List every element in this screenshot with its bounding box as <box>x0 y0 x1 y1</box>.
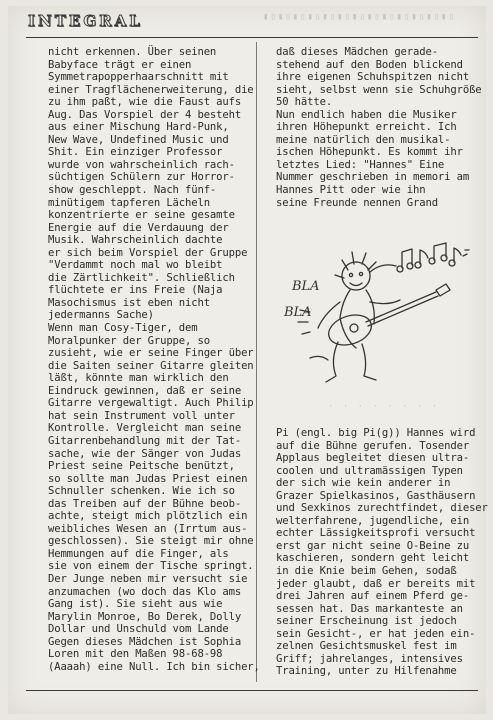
text-line: Schnuller schenken. Wie ich so <box>48 485 235 498</box>
right-text-column-bottom <box>276 427 488 678</box>
handwriting-bla-2: BLA <box>284 305 312 320</box>
text-line: Masochismus ist eben nicht <box>48 296 210 309</box>
text-line: meine natürlich den musikal- <box>276 133 451 146</box>
text-line: seine Freunde nennen Grand <box>276 196 438 209</box>
text-line: Nun endlich haben die Musiker <box>276 108 457 121</box>
text-line: letztes Lied: "Hannes" Eine <box>276 158 445 171</box>
text-line: einer Tragflächenerweiterung, die <box>48 83 254 96</box>
text-line: Der Junge neben mir versucht sie <box>48 572 248 585</box>
text-line: Eindruck gewinnen, daß er seine <box>48 384 242 397</box>
text-line: Loren mit den Maßen 98-68-98 <box>48 648 223 661</box>
text-line: "Verdammt noch mal wo bleibt <box>48 259 223 272</box>
text-line: Gegen dieses Mädchen ist Sophia <box>48 635 242 648</box>
text-line: Grazer Spielkasinos, Gasthäusern <box>276 489 476 502</box>
handwriting-bla-1: BLA <box>292 279 320 294</box>
text-line: ihren Höhepunkt erreicht. Ich <box>276 121 457 134</box>
text-line: ihre eigenen Schuhspitzen nicht <box>276 71 470 84</box>
text-line: anzumachen (wo doch das Klo ams <box>48 585 242 598</box>
magazine-page <box>8 6 486 714</box>
text-line: ischen Höhepunkt. Es kommt ihr <box>276 146 463 159</box>
text-line: sessen hat. Das markanteste an <box>276 602 463 615</box>
text-line: sein Gesicht-, er hat jeden ein- <box>276 627 476 640</box>
text-line: aus einer Mischung Hard-Punk, <box>48 121 229 134</box>
masthead-title: INTEGRAL <box>28 12 143 30</box>
text-line: Aug. Das Vorspiel der 4 besteht <box>48 108 242 121</box>
text-line: geschlossen). Sie steigt mir ohne <box>48 535 254 548</box>
text-line: Priest seine Peitsche benützt, <box>48 460 235 473</box>
bleed-through-heading: · · · · · · · · <box>328 402 440 412</box>
text-line: zu ihm paßt, wie die Faust aufs <box>48 96 242 109</box>
text-line: Marylin Monroe, Bo Derek, Dolly <box>48 610 242 623</box>
text-line: zusieht, wie er seine Finger über <box>48 347 254 360</box>
text-line: Pi (engl. big Pi(g)) Hannes wird <box>276 427 476 439</box>
text-line: Symmetrapopperhaarschnitt mit <box>48 71 229 84</box>
text-line: welterfahrene, jugendliche, ein <box>276 514 470 527</box>
text-line: daß dieses Mädchen gerade- <box>276 46 438 58</box>
text-line: weibliches Wesen an (Irrtum aus- <box>48 522 248 535</box>
text-line: Energie auf die Verdauung der <box>48 221 229 234</box>
page-header <box>18 12 482 34</box>
text-line: drei Jahren auf einem Pferd ge- <box>276 590 470 603</box>
text-line: Moralpunker der Gruppe, so <box>48 334 210 347</box>
text-line: Training, unter zu Hilfenahme <box>276 665 457 678</box>
text-line: süchtigen Schülern zur Horror- <box>48 171 235 184</box>
text-line: Babyface trägt er einen <box>48 58 192 71</box>
text-line: Shit. Ein einziger Professor <box>48 146 223 159</box>
text-line: läßt, könnte man wirklich den <box>48 372 229 385</box>
text-line: sieht, selbst wenn sie Schuhgröße <box>276 83 482 96</box>
text-line: Gitarrenbehandlung mit der Tat- <box>48 434 242 447</box>
text-line: Griff; jahrelanges, intensives <box>276 652 463 665</box>
text-line: jeder glaubt, daß er bereits mit <box>276 577 476 590</box>
text-line: der sich wie kein anderer in <box>276 477 451 490</box>
right-text-column-top <box>276 46 488 209</box>
text-line: konzentrierte er seine gesamte <box>48 209 235 222</box>
text-line: flüchtete er ins Freie (Naja <box>48 284 223 297</box>
text-line: New Wave, Undefined Music und <box>48 133 229 146</box>
left-text-column <box>48 46 260 673</box>
text-line: achte, steigt mich plötzlich ein <box>48 510 248 523</box>
text-line: show geschleppt. Nach fünf- <box>48 184 217 197</box>
text-line: die Zärtlichkeit". Schließlich <box>48 271 235 284</box>
text-line: Kontrolle. Vergleicht man seine <box>48 422 242 435</box>
text-line: jedermanns Sache) <box>48 309 154 322</box>
header-rule <box>26 37 478 38</box>
text-line: die Saiten seiner Gitarre gleiten <box>48 359 254 372</box>
text-line: kaschieren, sondern geht leicht <box>276 552 470 565</box>
footer-rule <box>26 690 478 691</box>
text-line: in die Knie beim Gehen, sodaß <box>276 565 457 578</box>
text-line: sache, wie der Sänger von Judas <box>48 447 242 460</box>
text-line: Gang ist). Sie sieht aus wie <box>48 598 223 611</box>
text-line: minütigem tapferen Lächeln <box>48 196 210 209</box>
text-line: Musik. Wahrscheinlich dachte <box>48 234 223 247</box>
text-line: Gitarre vergewaltigt. Auch Philip <box>48 397 254 410</box>
text-line: (Aaaah) eine Null. Ich bin sicher, <box>48 660 260 673</box>
text-line: er sich beim Vorspiel der Gruppe <box>48 246 248 259</box>
guitarist-sketch-illustration <box>270 238 490 398</box>
text-line: stehend auf den Boden blickend <box>276 58 463 71</box>
text-line: erst gar nicht seine O-Beine zu <box>276 539 470 552</box>
text-line: sie von einem der Tische springt. <box>48 560 254 573</box>
text-line: Hemmungen auf die Finger, als <box>48 547 229 560</box>
bleed-through-decoration: ▮▯▮▯▮▯▮▯▮▯▮▯▮▯▮▯▮▯▮▯▮▯▮▯▮▯ <box>263 12 456 22</box>
text-line: Wenn man Cosy-Tiger, dem <box>48 322 198 335</box>
text-line: und Sexkinos zurechtfindet, dieser <box>276 502 488 515</box>
text-line: das Treiben auf der Bühne beob- <box>48 497 242 510</box>
text-line: hat sein Instrument voll unter <box>48 409 235 422</box>
text-line: coolen und ultramässigen Typen <box>276 464 463 477</box>
text-line: so sollte man Judas Priest einen <box>48 472 248 485</box>
text-line: auf die Bühne gerufen. Tosender <box>276 439 470 452</box>
text-line: 50 hätte. <box>276 96 333 109</box>
text-line: wurde von wahrscheinlich rach- <box>48 158 235 171</box>
text-line: seiner Erscheinung ist jedoch <box>276 615 457 628</box>
text-line: zelnen Gesichtsmuskel fest im <box>276 640 457 653</box>
text-line: echter Lässigkeitsprofi versucht <box>276 527 476 540</box>
text-line: Applaus begleitet diesen ultra- <box>276 452 470 465</box>
text-line: nicht erkennen. Über seinen <box>48 46 217 58</box>
text-line: Nummer geschrieben in memori am <box>276 171 470 184</box>
text-line: Hannes Pitt oder wie ihn <box>276 184 426 197</box>
text-line: Dollar und Unschuld vom Lande <box>48 623 229 636</box>
